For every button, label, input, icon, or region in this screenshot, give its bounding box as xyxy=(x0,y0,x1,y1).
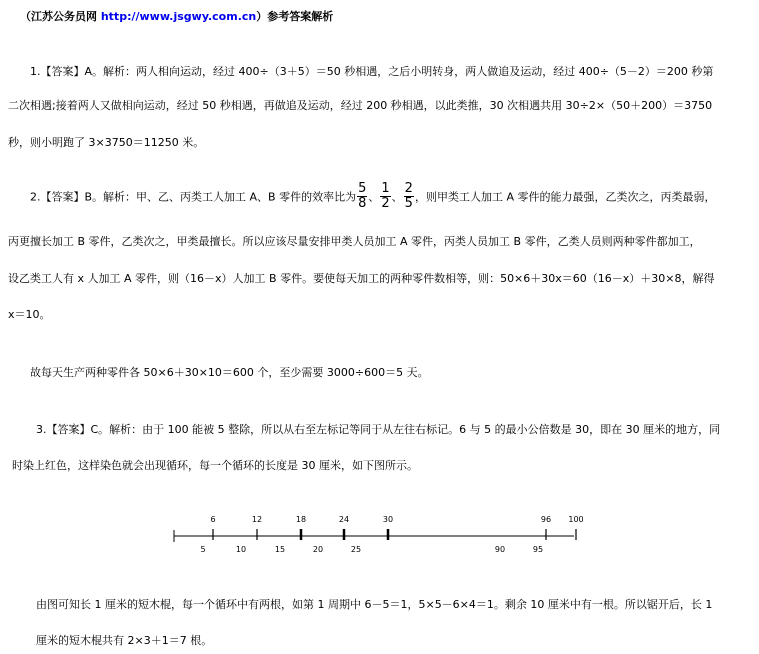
q3-line-1: 3.【答案】C。解析：由于 100 能被 5 整除，所以从右至左标记等同于从左往右标记。6 与 5 的最小公倍数是 30，即在 30 厘米的地方，同 xyxy=(36,423,721,436)
fraction-separator: 、 xyxy=(391,190,403,204)
header-site-name: 江苏公务员网 xyxy=(31,10,97,23)
page-header xyxy=(20,8,333,24)
q2-line-1-post: ，则甲类工人加工 A 零件的能力最强，乙类次之，丙类最弱， xyxy=(414,190,716,204)
q3-line-2: 时染上红色，这样染色就会出现循环，每一个循环的长度是 30 厘米，如下图所示。 xyxy=(12,459,418,472)
q2-line-1 xyxy=(30,182,715,211)
fraction-1-numerator: 5 xyxy=(358,181,367,196)
tick-label-top-96: 96 xyxy=(540,515,552,524)
q2-line-1-pre: 2.【答案】B。解析：甲、乙、丙类工人加工 A、B 零件的效率比为 xyxy=(30,190,357,204)
q1-line-1: 1.【答案】A。解析：两人相向运动，经过 400÷（3＋5）＝50 秒相遇，之后小明转身，两人做追及运动，经过 400÷（5－2）＝200 秒第 xyxy=(30,65,714,78)
q2-line-3: 设乙类工人有 x 人加工 A 零件，则（16－x）人加工 B 零件。要使每天加工的两种零件数相等，则：50×6＋30x＝60（16－x）＋30×8，解得 xyxy=(8,272,715,285)
tick-label-top-6: 6 xyxy=(210,515,216,524)
header-close-paren: ） xyxy=(256,10,268,23)
tick-label-top-30: 30 xyxy=(382,515,394,524)
fraction-3 xyxy=(404,182,414,211)
q3-line-3: 由图可知长 1 厘米的短木棍，每一个循环中有两根，如第 1 周期中 6－5＝1，5×5－6×4＝1。剩余 10 厘米中有一根。所以锯开后，长 1 xyxy=(36,598,713,611)
fraction-separator: 、 xyxy=(368,190,380,204)
number-line-figure xyxy=(170,508,590,558)
q2-line-5: 故每天生产两种零件各 50×6＋30×10＝600 个，至少需要 3000÷600＝5 天。 xyxy=(30,366,429,379)
tick-label-top-18: 18 xyxy=(295,515,307,524)
header-url-link[interactable]: http://www.jsgwy.com.cn xyxy=(100,10,257,23)
q1-line-2: 二次相遇;接着两人又做相向运动，经过 50 秒相遇，再做追及运动，经过 200 秒相遇，以此类推，30 次相遇共用 30÷2×（50＋200）＝3750 xyxy=(8,99,713,112)
fraction-2-denominator: 2 xyxy=(381,196,390,211)
tick-label-bottom-95: 95 xyxy=(532,545,544,554)
fraction-3-denominator: 5 xyxy=(404,196,413,211)
tick-label-top-12: 12 xyxy=(251,515,263,524)
q1-line-3: 秒，则小明跑了 3×3750＝11250 米。 xyxy=(8,136,205,149)
tick-label-top-24: 24 xyxy=(338,515,350,524)
tick-label-bottom-20: 20 xyxy=(312,545,324,554)
tick-label-top-100: 100 xyxy=(568,515,584,524)
q2-line-4: x＝10。 xyxy=(8,308,51,321)
tick-label-bottom-90: 90 xyxy=(494,545,506,554)
fraction-2 xyxy=(380,182,390,211)
tick-label-bottom-10: 10 xyxy=(235,545,247,554)
fraction-2-numerator: 1 xyxy=(381,181,390,196)
header-open-paren: （ xyxy=(20,10,31,23)
fraction-1 xyxy=(357,182,367,211)
header-title: 参考答案解析 xyxy=(267,10,334,23)
fraction-1-denominator: 8 xyxy=(358,196,367,211)
tick-label-bottom-5: 5 xyxy=(200,545,206,554)
q3-line-4: 厘米的短木棍共有 2×3＋1＝7 根。 xyxy=(36,634,213,647)
fraction-3-numerator: 2 xyxy=(404,181,413,196)
tick-label-bottom-25: 25 xyxy=(350,545,362,554)
q2-line-2: 丙更擅长加工 B 零件，乙类次之，甲类最擅长。所以应该尽量安排甲类人员加工 A 零件，丙类人员加工 B 零件，乙类人员则两种零件都加工， xyxy=(8,235,701,248)
tick-label-bottom-15: 15 xyxy=(274,545,286,554)
